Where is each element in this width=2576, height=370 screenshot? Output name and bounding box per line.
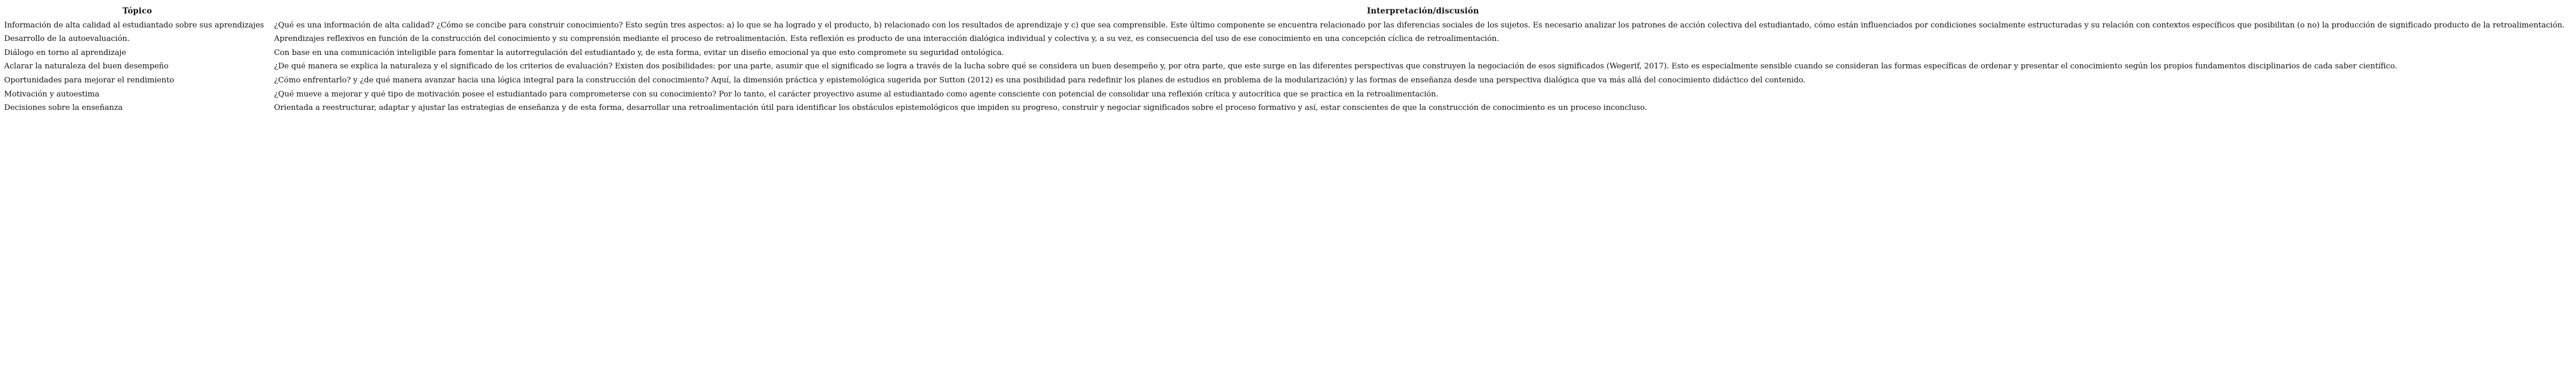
interpretation-cell: Aprendizajes reflexivos en función de la construcción del conocimiento y su comprensión mediante el proceso de retroalimentación. Esta reflexión es producto de una interacción dialógica individual y colectiva y, a su vez, es consecuencia del uso de ese conocimiento en una concepción cíclica de retroalimentación. (274, 34, 1499, 44)
topic-cell: Aclarar la naturaleza del buen desempeño (4, 62, 169, 71)
table-row (2, 60, 2574, 74)
table-row (2, 32, 2574, 46)
interpretation-cell: Con base en una comunicación inteligible para fomentar la autorregulación del estudiantado y, de esta forma, evitar un diseño emocional ya que esto compromete su seguridad ontológica. (274, 48, 1004, 57)
header-row (2, 5, 2574, 19)
table-body (2, 19, 2574, 115)
table-row (2, 46, 2574, 60)
table-row (2, 101, 2574, 115)
interpretation-cell: ¿Qué mueve a mejorar y qué tipo de motivación posee el estudiantado para comprometerse con su conocimiento? Por lo tanto, el carácter proyectivo asume al estudiantado como agente consciente con potencial de consolidar una reflexión crítica y autocrítica que se practica en la retroalimentación. (274, 89, 1438, 99)
interpretation-cell: Orientada a reestructurar, adaptar y ajustar las estrategias de enseñanza y de esta forma, desarrollar una retroalimentación útil para identificar los obstáculos epistemológicos que impiden su progreso, construir y negociar significados sobre el proceso formativo y así, estar conscientes de que la construcción de conocimiento es un proceso inconcluso. (274, 103, 1648, 113)
table-row (2, 19, 2574, 33)
interpretation-cell: ¿Qué es una información de alta calidad? ¿Cómo se concibe para construir conocimiento? Esto según tres aspectos: a) lo que se ha logrado y el producto, b) relacionado con los resultados de aprendizaje y c) que sea comprensible. Este último componente se encuentra relacionado por las diferencias sociales de los sujetos. Es necesario analizar los patrones de acción colectiva del estudiantado, cómo están influenciados por condiciones socialmente estructuradas y su relación con contextos específicos que posibilitan (o no) la producción de significado producto de la retroalimentación. (274, 20, 2565, 30)
topic-cell: Oportunidades para mejorar el rendimiento (4, 75, 174, 85)
interpretation-cell: ¿De qué manera se explica la naturaleza y el significado de los criterios de evaluación? Existen dos posibilidades: por una parte, asumir que el significado se logra a través de la lucha sobre qué se considera un buen desempeño y, por otra parte, que este surge en las diferentes perspectivas que construyen la negociación de esos significados (Wegerif, 2017). Esto es especialmente sensible cuando se consideran las formas específicas de ordenar y presentar el conocimiento según los propios fundamentos disciplinarios de cada saber científico. (274, 62, 2397, 71)
topic-cell: Motivación y autoestima (4, 89, 100, 99)
table-row (2, 88, 2574, 102)
header-interpretation: Interpretación/discusión (1367, 6, 1479, 16)
feedback-topics-table (2, 5, 2574, 115)
table-row (2, 74, 2574, 88)
table-header (2, 5, 2574, 19)
topic-cell: Desarrollo de la autoevaluación. (4, 34, 130, 44)
topic-cell: Información de alta calidad al estudiantado sobre sus aprendizajes (4, 20, 264, 30)
topic-cell: Decisiones sobre la enseñanza (4, 103, 123, 113)
topic-cell: Diálogo en torno al aprendizaje (4, 48, 127, 57)
header-topic: Tópico (122, 6, 152, 16)
interpretation-cell: ¿Cómo enfrentarlo? y ¿de qué manera avanzar hacia una lógica integral para la construcción del conocimiento? Aquí, la dimensión práctica y epistemológica sugerida por Sutton (2012) es una posibilidad para redefinir los planes de estudios en problema de la modularización) y las formas de enseñanza desde una perspectiva dialógica que va más allá del conocimiento didáctico del contenido. (274, 75, 1806, 85)
